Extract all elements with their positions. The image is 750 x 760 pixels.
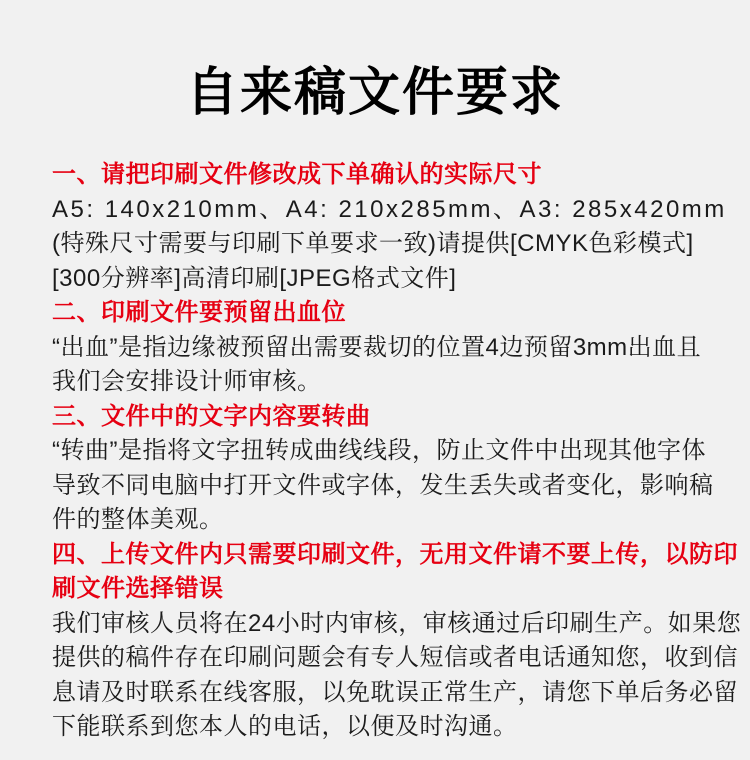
section-3-body-line-2: 导致不同电脑中打开文件或字体，发生丢失或者变化，影响稿 [52,471,714,499]
section-bleed-requirements [52,296,712,400]
section-size-requirements [52,158,727,296]
section-1-body-line-1: A5: 140x210mm、A4: 210x285mm、A3: 285x420mm [52,195,727,223]
section-4-body-line-3: 息请及时联系在线客服，以免耽误正常生产，请您下单后务必留 [52,678,738,706]
section-1-heading: 一、请把印刷文件修改成下单确认的实际尺寸 [52,161,542,188]
section-4-heading-line-1: 四、上传文件内只需要印刷文件，无用文件请不要上传，以防印 [52,540,738,568]
section-3-heading: 三、文件中的文字内容要转曲 [52,402,371,430]
notice-content [0,158,750,745]
section-2-body-line-2: 我们会安排设计师审核。 [52,368,322,395]
section-4-body-line-1: 我们审核人员将在24小时内审核，审核通过后印刷生产。如果您 [52,609,742,637]
page-title: 自来稿文件要求 [185,64,564,122]
section-4-heading-line-2: 刷文件选择错误 [52,575,224,602]
section-outline-text-requirements [52,400,712,538]
section-4-body-line-4: 下能联系到您本人的电话，以便及时沟通。 [52,713,518,740]
section-2-heading: 二、印刷文件要预留出血位 [52,299,346,326]
section-2-body-line-1: “出血”是指边缘被预留出需要裁切的位置4边预留3mm出血且 [52,333,702,361]
section-3-body-line-1: “转曲”是指将文字扭转成曲线线段，防止文件中出现其他字体 [52,437,706,464]
section-upload-requirements [52,538,742,745]
section-1-body-line-3: [300分辨率]高清印刷[JPEG格式文件] [52,264,457,292]
section-4-body-line-2: 提供的稿件存在印刷问题会有专人短信或者电话通知您，收到信 [52,644,738,671]
section-3-body-line-3: 件的整体美观。 [52,506,224,533]
section-1-body-line-2: (特殊尺寸需要与印刷下单要求一致)请提供[CMYK色彩模式] [52,230,694,257]
